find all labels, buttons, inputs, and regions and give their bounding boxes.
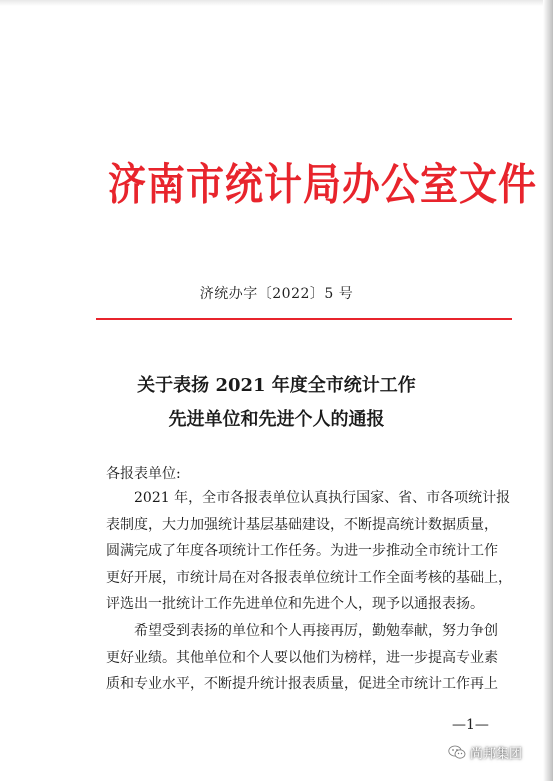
document-title-line-1: 关于表扬 2021 年度全市统计工作	[137, 375, 416, 396]
paragraph-line: 圆满完成了年度各项统计工作任务。为进一步推动全市统计工作	[106, 543, 498, 560]
watermark-text: 尚邦集团	[470, 747, 523, 762]
document-header-title: 济南市统计局办公室文件	[108, 158, 538, 210]
page-top-edge	[0, 0, 553, 6]
paragraph-line: 更好开展，市统计局在对各报表单位统计工作全面考核的基础上，	[106, 569, 512, 586]
paragraph-line: 2021 年，全市各报表单位认真执行国家、省、市各项统计报	[134, 490, 511, 506]
body-paragraph-2	[106, 618, 512, 698]
paragraph-line: 质和专业水平，不断提升统计报表质量，促进全市统计工作再上	[106, 676, 498, 693]
paragraph-line: 评选出一批统计工作先进单位和先进个人，现予以通报表扬。	[106, 596, 484, 613]
paragraph-line: 希望受到表扬的单位和个人再接再厉，勤勉奉献，努力争创	[134, 623, 498, 639]
page-number: —1—	[452, 717, 489, 733]
paragraph-line: 更好业绩。其他单位和个人要以他们为榜样，进一步提高专业素	[106, 649, 498, 666]
salutation: 各报表单位:	[106, 466, 181, 482]
body-paragraph-1	[106, 485, 512, 618]
red-separator-line	[96, 318, 512, 320]
wechat-icon	[448, 745, 466, 760]
document-number: 济统办字〔2022〕5 号	[199, 286, 354, 302]
watermark	[448, 743, 522, 762]
paragraph-line: 表制度，大力加强统计基层基础建设，不断提高统计数据质量，	[106, 516, 498, 533]
document-title-line-2: 先进单位和先进个人的通报	[168, 409, 385, 430]
